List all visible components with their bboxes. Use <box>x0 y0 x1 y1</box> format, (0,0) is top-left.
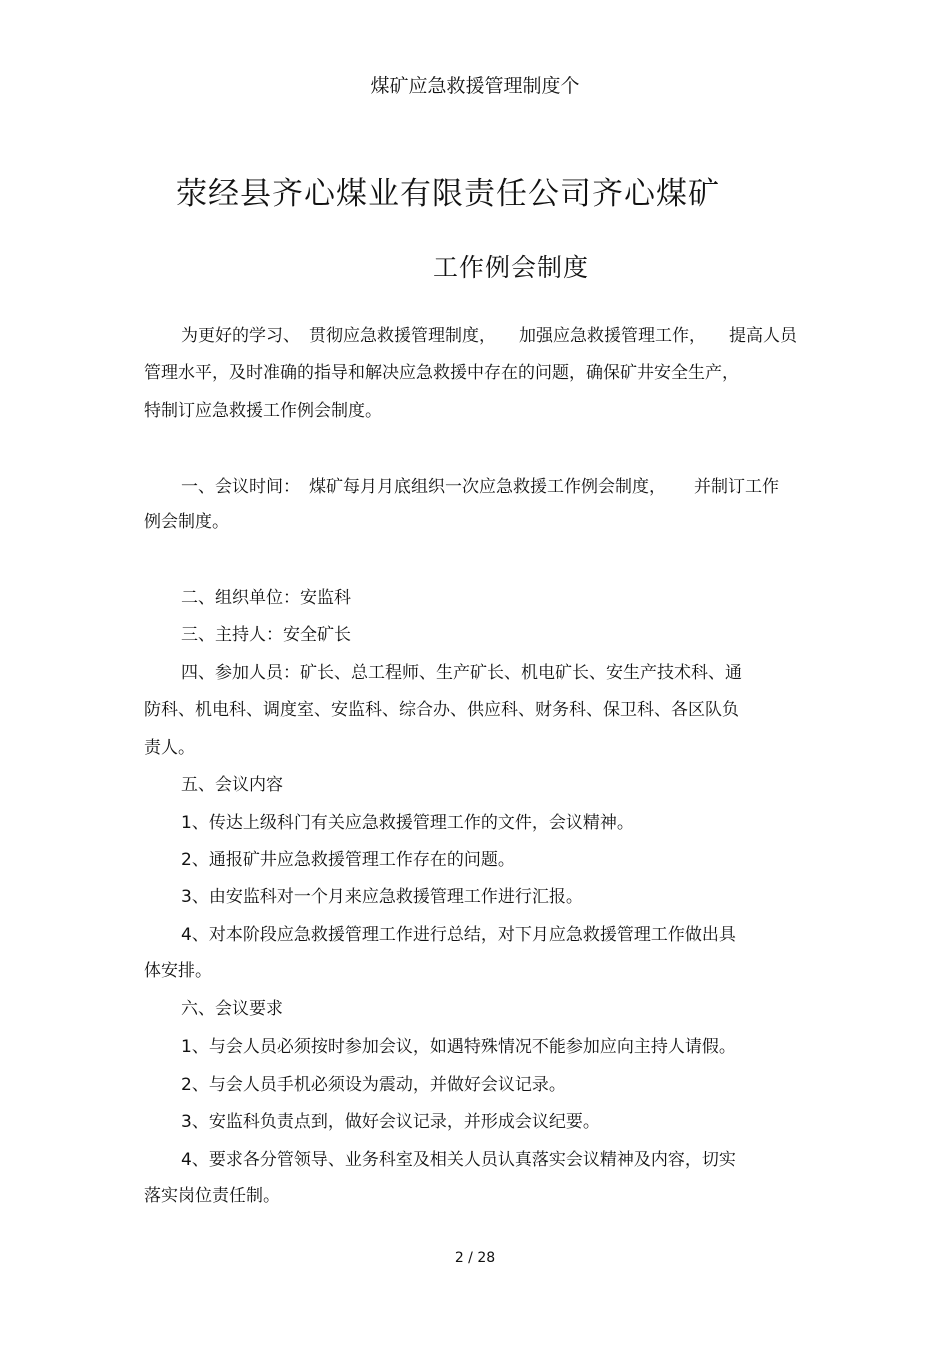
intro-line-1 <box>181 326 797 346</box>
meeting-time-text: 煤矿每月月底组织一次应急救援工作例会制度， <box>309 477 666 497</box>
content-item-2: 2、通报矿井应急救援管理工作存在的问题。 <box>181 850 515 870</box>
intro-line-2: 管理水平，及时准确的指导和解决应急救援中存在的问题，确保矿井安全生产， <box>144 363 739 383</box>
requirement-2: 2、与会人员手机必须设为震动，并做好会议记录。 <box>181 1075 566 1095</box>
document-title: 工作例会制度 <box>433 253 590 282</box>
page-number: 2 / 28 <box>454 1250 496 1266</box>
requirement-4-line-1: 4、要求各分管领导、业务科室及相关人员认真落实会议精神及内容，切实 <box>181 1150 736 1170</box>
content-item-3: 3、由安监科对一个月来应急救援管理工作进行汇报。 <box>181 887 583 907</box>
requirement-4-line-2: 落实岗位责任制。 <box>144 1186 280 1206</box>
page-header: 煤矿应急救援管理制度个 <box>370 75 580 97</box>
content-item-4-line-2: 体安排。 <box>144 961 212 981</box>
meeting-time-line-1 <box>181 477 779 497</box>
content-heading: 五、会议内容 <box>181 775 283 795</box>
intro-line-1-part-4: 提高人员 <box>729 326 797 346</box>
content-item-4-line-1: 4、对本阶段应急救援管理工作进行总结，对下月应急救援管理工作做出具 <box>181 925 736 945</box>
meeting-time-line-2: 例会制度。 <box>144 512 229 532</box>
participants-line-1: 四、参加人员：矿长、总工程师、生产矿长、机电矿长、安生产技术科、通 <box>181 663 742 683</box>
organization-name: 荥经县齐心煤业有限责任公司齐心煤矿 <box>176 176 720 212</box>
intro-line-3: 特制订应急救援工作例会制度。 <box>144 401 382 421</box>
participants-line-2: 防科、机电科、调度室、安监科、综合办、供应科、财务科、保卫科、各区队负 <box>144 700 739 720</box>
requirement-3: 3、安监科负责点到，做好会议记录，并形成会议纪要。 <box>181 1112 600 1132</box>
intro-line-1-part-3: 加强应急救援管理工作， <box>519 326 706 346</box>
intro-line-1-part-1: 为更好的学习、 <box>181 326 300 346</box>
meeting-host: 三、主持人：安全矿长 <box>181 625 351 645</box>
participants-line-3: 责人。 <box>144 738 195 758</box>
content-item-1: 1、传达上级科门有关应急救援管理工作的文件，会议精神。 <box>181 813 634 833</box>
meeting-time-label: 一、会议时间： <box>181 477 300 497</box>
meeting-time-text-end: 并制订工作 <box>694 477 779 497</box>
organizing-unit: 二、组织单位：安监科 <box>181 588 351 608</box>
requirement-1: 1、与会人员必须按时参加会议，如遇特殊情况不能参加应向主持人请假。 <box>181 1037 736 1057</box>
intro-line-1-part-2: 贯彻应急救援管理制度， <box>309 326 496 346</box>
requirements-heading: 六、会议要求 <box>181 999 283 1019</box>
